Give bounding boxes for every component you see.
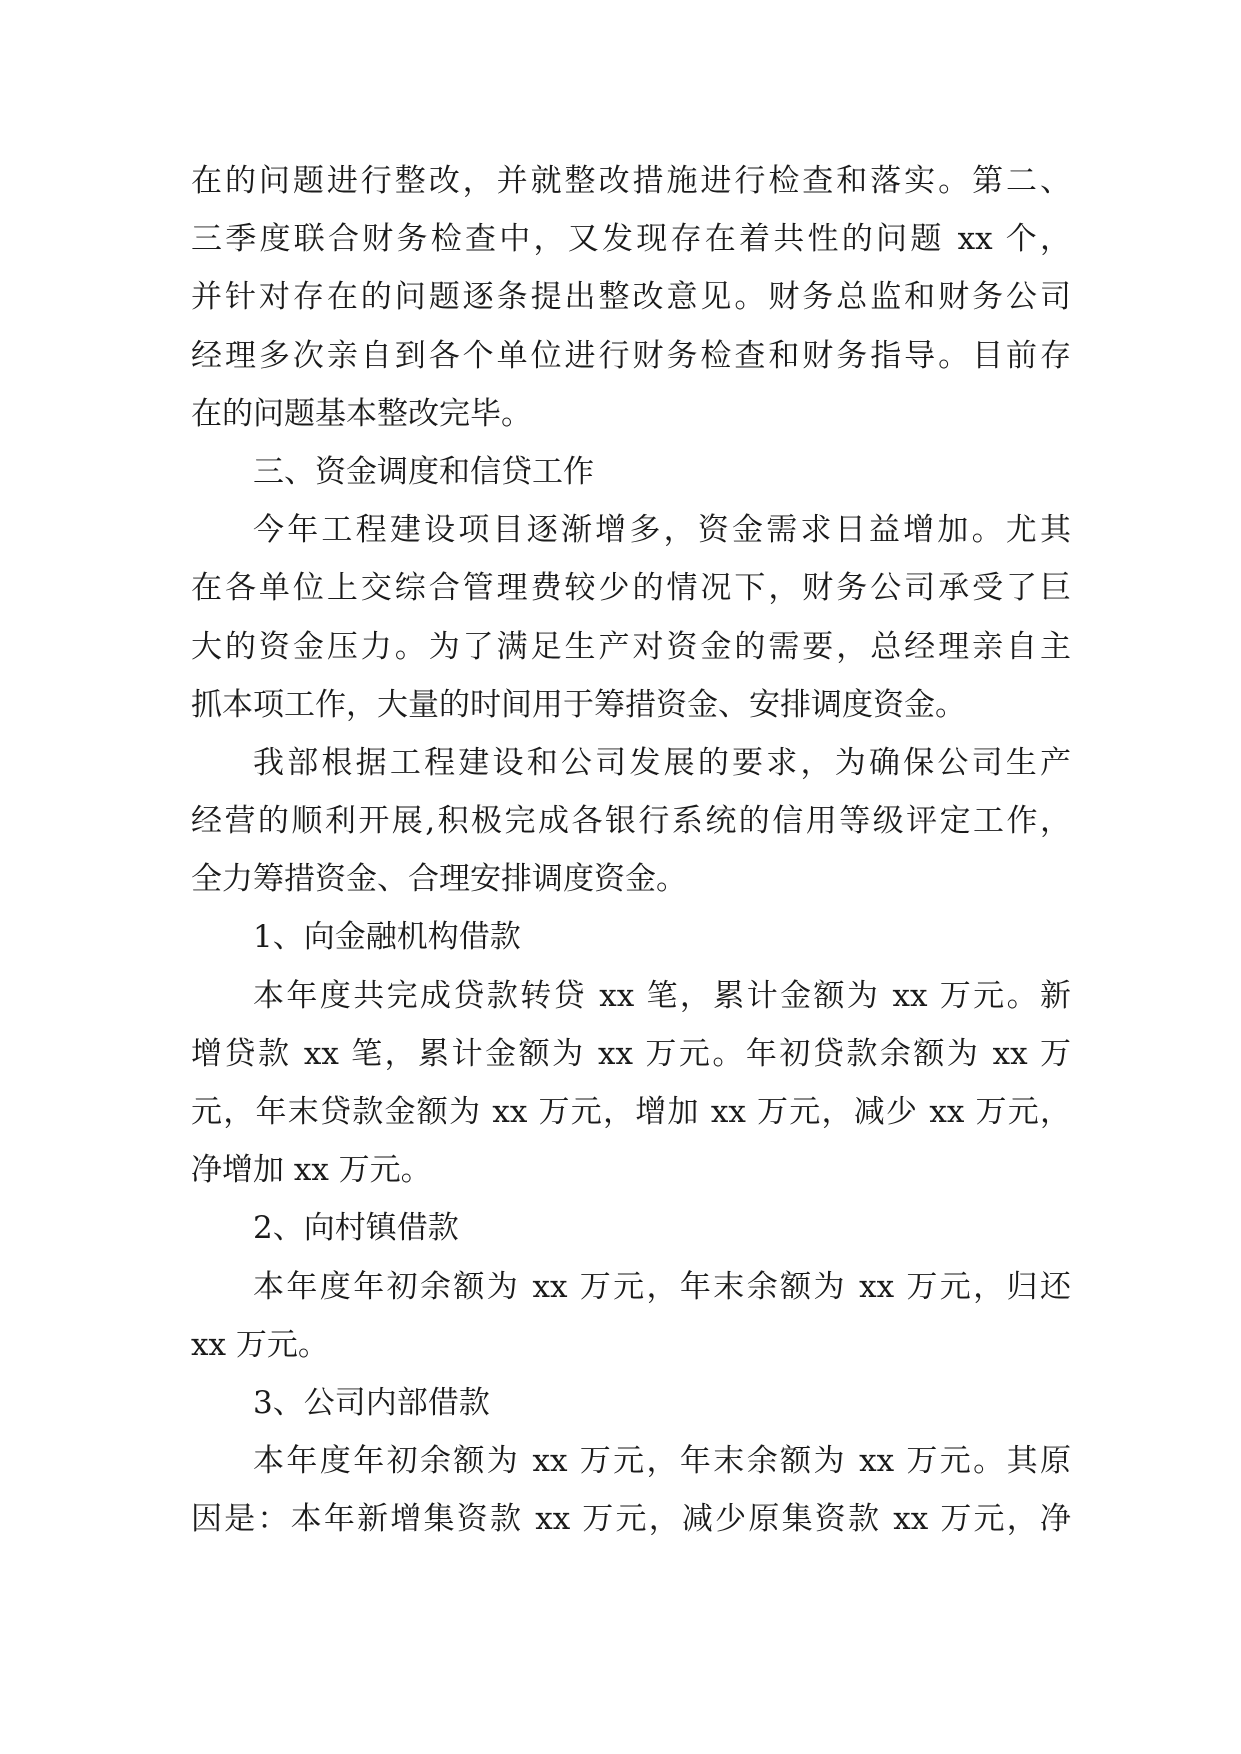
paragraph-line: 经营的顺利开展,积极完成各银行系统的信用等级评定工作， (191, 803, 1071, 840)
paragraph-line: 在各单位上交综合管理费较少的情况下，财务公司承受了巨 (191, 570, 1071, 607)
document-body (191, 152, 1071, 1549)
paragraph-line: 在的问题进行整改，并就整改措施进行检查和落实。第二、 (191, 163, 1071, 199)
paragraph-line: 经理多次亲自到各个单位进行财务检查和财务指导。目前存 (191, 337, 1071, 374)
paragraph-line: 抓本项工作，大量的时间用于筹措资金、安排调度资金。 (191, 686, 966, 723)
subsection-heading: 2、向村镇借款 (253, 1210, 459, 1247)
paragraph-line: 我部根据工程建设和公司发展的要求，为确保公司生产 (253, 744, 1071, 781)
paragraph-line: 本年度年初余额为 xx 万元，年末余额为 xx 万元。其原 (253, 1443, 1071, 1480)
paragraph-line: xx 万元。 (191, 1326, 329, 1363)
paragraph-line: 全力筹措资金、合理安排调度资金。 (191, 861, 687, 898)
paragraph-line: 今年工程建设项目逐渐增多，资金需求日益增加。尤其 (253, 512, 1071, 549)
paragraph-line: 并针对存在的问题逐条提出整改意见。财务总监和财务公司 (191, 279, 1071, 316)
paragraph-line: 本年度年初余额为 xx 万元，年末余额为 xx 万元，归还 (253, 1268, 1071, 1305)
subsection-heading: 1、向金融机构借款 (253, 919, 521, 956)
paragraph-line: 元，年末贷款金额为 xx 万元，增加 xx 万元，减少 xx 万元， (191, 1094, 1071, 1130)
paragraph-line: 净增加 xx 万元。 (191, 1152, 432, 1189)
paragraph-line: 在的问题基本整改完毕。 (191, 395, 532, 432)
section-heading: 三、资金调度和信贷工作 (253, 453, 594, 490)
subsection-heading: 3、公司内部借款 (253, 1384, 490, 1421)
paragraph-line: 本年度共完成贷款转贷 xx 笔，累计金额为 xx 万元。新 (253, 977, 1071, 1014)
paragraph-line: 三季度联合财务检查中，又发现存在着共性的问题 xx 个， (191, 221, 1071, 258)
paragraph-line: 大的资金压力。为了满足生产对资金的需要，总经理亲自主 (191, 628, 1071, 665)
paragraph-line: 增贷款 xx 笔，累计金额为 xx 万元。年初贷款余额为 xx 万 (191, 1035, 1071, 1072)
paragraph-line: 因是：本年新增集资款 xx 万元，减少原集资款 xx 万元，净 (191, 1501, 1071, 1538)
